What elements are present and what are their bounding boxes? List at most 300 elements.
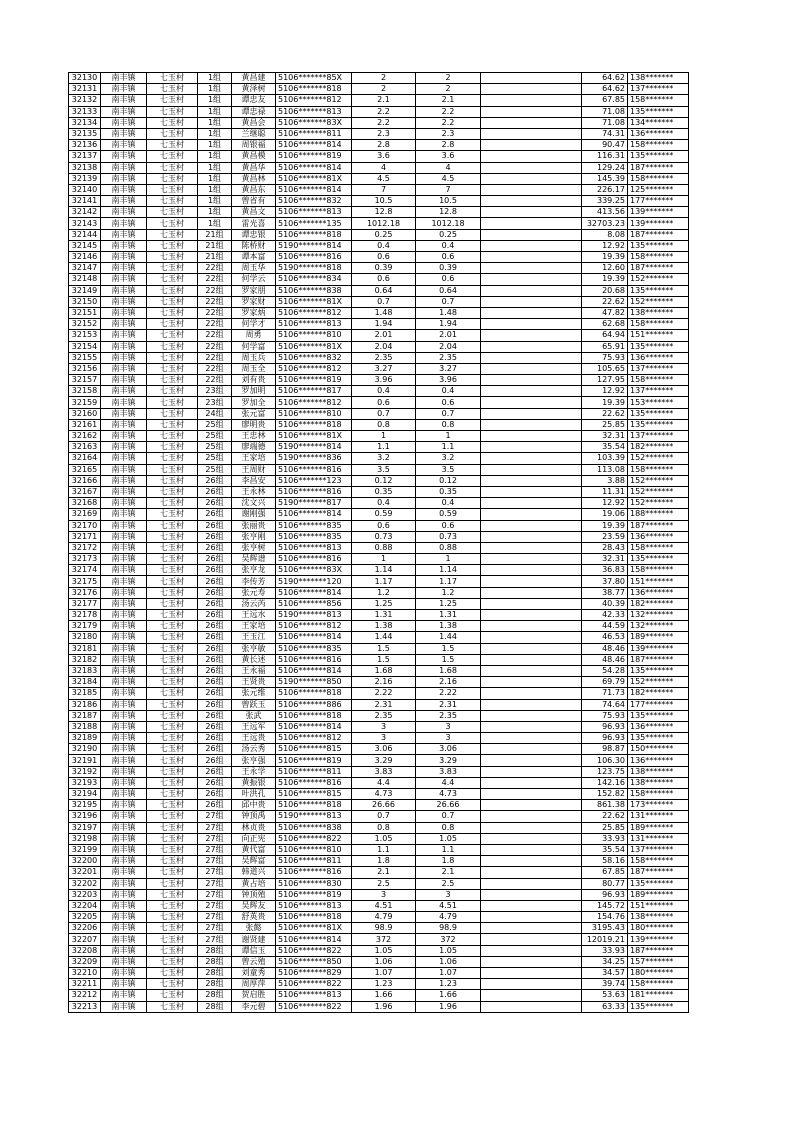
id-number-cell: 5190*******817 <box>276 498 352 509</box>
group-cell: 27组 <box>198 856 232 867</box>
village-cell: 七玉村 <box>147 319 198 330</box>
table-row <box>69 196 689 207</box>
id-number-cell: 5106*******822 <box>276 979 352 990</box>
table-row <box>69 442 689 453</box>
id-number-cell: 5106*******818 <box>276 229 352 240</box>
amount-cell: 32.31 <box>582 431 628 442</box>
village-cell: 七玉村 <box>147 397 198 408</box>
area2-cell: 12.8 <box>416 207 481 218</box>
town-cell: 南丰镇 <box>101 934 147 945</box>
name-cell: 罗家朋 <box>232 285 276 296</box>
name-cell: 王永学 <box>232 766 276 777</box>
phone-cell: 135******* <box>628 665 689 676</box>
amount-cell: 103.39 <box>582 453 628 464</box>
table-row <box>69 162 689 173</box>
phone-cell: 152******* <box>628 296 689 307</box>
town-cell: 南丰镇 <box>101 721 147 732</box>
serial-cell: 32189 <box>69 733 101 744</box>
village-cell: 七玉村 <box>147 576 198 587</box>
amount-cell: 48.46 <box>582 654 628 665</box>
village-cell: 七玉村 <box>147 900 198 911</box>
name-cell: 陈桥财 <box>232 240 276 251</box>
serial-cell: 32150 <box>69 296 101 307</box>
serial-cell: 32198 <box>69 833 101 844</box>
serial-cell: 32184 <box>69 677 101 688</box>
area1-cell: 0.6 <box>352 274 416 285</box>
phone-cell: 158******* <box>628 140 689 151</box>
id-number-cell: 5106*******816 <box>276 252 352 263</box>
phone-cell: 158******* <box>628 95 689 106</box>
table-row <box>69 95 689 106</box>
name-cell: 谭忠银 <box>232 229 276 240</box>
id-number-cell: 5106*******81X <box>276 431 352 442</box>
town-cell: 南丰镇 <box>101 878 147 889</box>
remark-cell <box>481 576 582 587</box>
phone-cell: 135******* <box>628 285 689 296</box>
amount-cell: 22.62 <box>582 408 628 419</box>
amount-cell: 80.77 <box>582 878 628 889</box>
name-cell: 谢刚强 <box>232 509 276 520</box>
village-cell: 七玉村 <box>147 800 198 811</box>
phone-cell: 177******* <box>628 196 689 207</box>
remark-cell <box>481 352 582 363</box>
id-number-cell: 5106*******814 <box>276 665 352 676</box>
name-cell: 谭忠友 <box>232 95 276 106</box>
group-cell: 26组 <box>198 789 232 800</box>
amount-cell: 58.16 <box>582 856 628 867</box>
village-cell: 七玉村 <box>147 598 198 609</box>
id-number-cell: 5106*******815 <box>276 744 352 755</box>
name-cell: 汤云芮 <box>232 598 276 609</box>
phone-cell: 151******* <box>628 576 689 587</box>
phone-cell: 158******* <box>628 173 689 184</box>
phone-cell: 182******* <box>628 688 689 699</box>
phone-cell: 134******* <box>628 117 689 128</box>
town-cell: 南丰镇 <box>101 632 147 643</box>
remark-cell <box>481 106 582 117</box>
area1-cell: 1 <box>352 431 416 442</box>
group-cell: 25组 <box>198 431 232 442</box>
table-row <box>69 419 689 430</box>
village-cell: 七玉村 <box>147 844 198 855</box>
town-cell: 南丰镇 <box>101 889 147 900</box>
remark-cell <box>481 486 582 497</box>
id-number-cell: 5106*******886 <box>276 699 352 710</box>
remark-cell <box>481 867 582 878</box>
amount-cell: 35.54 <box>582 844 628 855</box>
id-number-cell: 5106*******81X <box>276 341 352 352</box>
name-cell: 罗加明 <box>232 386 276 397</box>
area2-cell: 0.39 <box>416 263 481 274</box>
serial-cell: 32209 <box>69 956 101 967</box>
area1-cell: 2.22 <box>352 688 416 699</box>
amount-cell: 8.08 <box>582 229 628 240</box>
town-cell: 南丰镇 <box>101 565 147 576</box>
area2-cell: 3.2 <box>416 453 481 464</box>
area1-cell: 2.1 <box>352 95 416 106</box>
phone-cell: 189******* <box>628 889 689 900</box>
remark-cell <box>481 263 582 274</box>
village-cell: 七玉村 <box>147 252 198 263</box>
serial-cell: 32132 <box>69 95 101 106</box>
id-number-cell: 5106*******813 <box>276 207 352 218</box>
village-cell: 七玉村 <box>147 162 198 173</box>
remark-cell <box>481 453 582 464</box>
area1-cell: 1.14 <box>352 565 416 576</box>
table-row <box>69 576 689 587</box>
name-cell: 张亨树 <box>232 542 276 553</box>
phone-cell: 158******* <box>628 252 689 263</box>
table-row <box>69 979 689 990</box>
area2-cell: 0.6 <box>416 252 481 263</box>
serial-cell: 32177 <box>69 598 101 609</box>
table-row <box>69 531 689 542</box>
remark-cell <box>481 184 582 195</box>
remark-cell <box>481 665 582 676</box>
village-cell: 七玉村 <box>147 665 198 676</box>
table-row <box>69 643 689 654</box>
area1-cell: 1.8 <box>352 856 416 867</box>
phone-cell: 139******* <box>628 643 689 654</box>
remark-cell <box>481 688 582 699</box>
phone-cell: 152******* <box>628 486 689 497</box>
group-cell: 26组 <box>198 766 232 777</box>
id-number-cell: 5106*******814 <box>276 632 352 643</box>
group-cell: 26组 <box>198 610 232 621</box>
area1-cell: 10.5 <box>352 196 416 207</box>
area1-cell: 3.29 <box>352 755 416 766</box>
area2-cell: 2.2 <box>416 106 481 117</box>
name-cell: 王家培 <box>232 621 276 632</box>
village-cell: 七玉村 <box>147 140 198 151</box>
remark-cell <box>481 307 582 318</box>
village-cell: 七玉村 <box>147 643 198 654</box>
area2-cell: 1.1 <box>416 844 481 855</box>
table-row <box>69 453 689 464</box>
town-cell: 南丰镇 <box>101 744 147 755</box>
area1-cell: 1.17 <box>352 576 416 587</box>
serial-cell: 32130 <box>69 73 101 84</box>
phone-cell: 139******* <box>628 218 689 229</box>
town-cell: 南丰镇 <box>101 699 147 710</box>
name-cell: 王远贵 <box>232 733 276 744</box>
table-row <box>69 509 689 520</box>
amount-cell: 19.39 <box>582 397 628 408</box>
table-row <box>69 117 689 128</box>
phone-cell: 136******* <box>628 531 689 542</box>
town-cell: 南丰镇 <box>101 419 147 430</box>
name-cell: 贺启胜 <box>232 990 276 1001</box>
town-cell: 南丰镇 <box>101 106 147 117</box>
village-cell: 七玉村 <box>147 442 198 453</box>
phone-cell: 135******* <box>628 151 689 162</box>
table-row <box>69 475 689 486</box>
table-row <box>69 688 689 699</box>
area2-cell: 1.06 <box>416 956 481 967</box>
town-cell: 南丰镇 <box>101 621 147 632</box>
phone-cell: 158******* <box>628 542 689 553</box>
table-row <box>69 218 689 229</box>
town-cell: 南丰镇 <box>101 307 147 318</box>
id-number-cell: 5106*******818 <box>276 912 352 923</box>
area2-cell: 98.9 <box>416 923 481 934</box>
group-cell: 1组 <box>198 140 232 151</box>
town-cell: 南丰镇 <box>101 610 147 621</box>
name-cell: 曾跃玉 <box>232 699 276 710</box>
table-row <box>69 1001 689 1012</box>
remark-cell <box>481 464 582 475</box>
group-cell: 26组 <box>198 486 232 497</box>
amount-cell: 67.85 <box>582 867 628 878</box>
group-cell: 1组 <box>198 218 232 229</box>
table-row <box>69 990 689 1001</box>
id-number-cell: 5106*******856 <box>276 598 352 609</box>
area1-cell: 1.1 <box>352 442 416 453</box>
area2-cell: 0.7 <box>416 408 481 419</box>
town-cell: 南丰镇 <box>101 710 147 721</box>
area1-cell: 12.8 <box>352 207 416 218</box>
amount-cell: 22.62 <box>582 296 628 307</box>
remark-cell <box>481 990 582 1001</box>
name-cell: 黄昌建 <box>232 73 276 84</box>
phone-cell: 135******* <box>628 733 689 744</box>
group-cell: 22组 <box>198 319 232 330</box>
group-cell: 1组 <box>198 128 232 139</box>
area1-cell: 1.23 <box>352 979 416 990</box>
remark-cell <box>481 800 582 811</box>
serial-cell: 32171 <box>69 531 101 542</box>
name-cell: 李传芳 <box>232 576 276 587</box>
area2-cell: 0.8 <box>416 419 481 430</box>
town-cell: 南丰镇 <box>101 811 147 822</box>
village-cell: 七玉村 <box>147 341 198 352</box>
id-number-cell: 5106*******819 <box>276 889 352 900</box>
remark-cell <box>481 73 582 84</box>
area1-cell: 1.94 <box>352 319 416 330</box>
amount-cell: 19.06 <box>582 509 628 520</box>
serial-cell: 32185 <box>69 688 101 699</box>
group-cell: 1组 <box>198 73 232 84</box>
table-row <box>69 621 689 632</box>
amount-cell: 44.59 <box>582 621 628 632</box>
table-row <box>69 330 689 341</box>
amount-cell: 75.93 <box>582 710 628 721</box>
town-cell: 南丰镇 <box>101 923 147 934</box>
serial-cell: 32162 <box>69 431 101 442</box>
village-cell: 七玉村 <box>147 117 198 128</box>
table-row <box>69 431 689 442</box>
phone-cell: 158******* <box>628 979 689 990</box>
town-cell: 南丰镇 <box>101 844 147 855</box>
id-number-cell: 5106*******818 <box>276 688 352 699</box>
serial-cell: 32161 <box>69 419 101 430</box>
village-cell: 七玉村 <box>147 688 198 699</box>
village-cell: 七玉村 <box>147 822 198 833</box>
serial-cell: 32173 <box>69 554 101 565</box>
area2-cell: 1.1 <box>416 442 481 453</box>
id-number-cell: 5106*******135 <box>276 218 352 229</box>
table-row <box>69 184 689 195</box>
area1-cell: 3 <box>352 721 416 732</box>
serial-cell: 32211 <box>69 979 101 990</box>
area2-cell: 1.38 <box>416 621 481 632</box>
phone-cell: 136******* <box>628 128 689 139</box>
village-cell: 七玉村 <box>147 296 198 307</box>
amount-cell: 74.64 <box>582 699 628 710</box>
remark-cell <box>481 341 582 352</box>
table-row <box>69 610 689 621</box>
area1-cell: 0.59 <box>352 509 416 520</box>
group-cell: 1组 <box>198 84 232 95</box>
group-cell: 26组 <box>198 598 232 609</box>
group-cell: 28组 <box>198 979 232 990</box>
remark-cell <box>481 956 582 967</box>
amount-cell: 62.68 <box>582 319 628 330</box>
remark-cell <box>481 240 582 251</box>
id-number-cell: 5106*******818 <box>276 419 352 430</box>
area1-cell: 4.79 <box>352 912 416 923</box>
town-cell: 南丰镇 <box>101 386 147 397</box>
remark-cell <box>481 811 582 822</box>
id-number-cell: 5106*******816 <box>276 486 352 497</box>
group-cell: 26组 <box>198 576 232 587</box>
id-number-cell: 5106*******819 <box>276 755 352 766</box>
name-cell: 张亨强 <box>232 755 276 766</box>
amount-cell: 145.72 <box>582 900 628 911</box>
remark-cell <box>481 856 582 867</box>
remark-cell <box>481 509 582 520</box>
amount-cell: 98.87 <box>582 744 628 755</box>
area1-cell: 0.64 <box>352 285 416 296</box>
group-cell: 26组 <box>198 565 232 576</box>
table-row <box>69 263 689 274</box>
table-row <box>69 341 689 352</box>
id-number-cell: 5106*******815 <box>276 789 352 800</box>
town-cell: 南丰镇 <box>101 274 147 285</box>
id-number-cell: 5106*******813 <box>276 319 352 330</box>
name-cell: 张亨敏 <box>232 643 276 654</box>
table-row <box>69 319 689 330</box>
area2-cell: 3.6 <box>416 151 481 162</box>
village-cell: 七玉村 <box>147 766 198 777</box>
phone-cell: 132******* <box>628 610 689 621</box>
area2-cell: 3 <box>416 889 481 900</box>
amount-cell: 116.31 <box>582 151 628 162</box>
remark-cell <box>481 598 582 609</box>
table-row <box>69 833 689 844</box>
town-cell: 南丰镇 <box>101 587 147 598</box>
phone-cell: 173******* <box>628 800 689 811</box>
group-cell: 1组 <box>198 162 232 173</box>
phone-cell: 131******* <box>628 833 689 844</box>
serial-cell: 32192 <box>69 766 101 777</box>
serial-cell: 32179 <box>69 621 101 632</box>
phone-cell: 136******* <box>628 721 689 732</box>
name-cell: 周玉全 <box>232 363 276 374</box>
remark-cell <box>481 84 582 95</box>
amount-cell: 12.92 <box>582 498 628 509</box>
phone-cell: 135******* <box>628 710 689 721</box>
amount-cell: 19.39 <box>582 520 628 531</box>
table-row <box>69 307 689 318</box>
name-cell: 黄昌林 <box>232 173 276 184</box>
table-row <box>69 945 689 956</box>
area2-cell: 0.4 <box>416 386 481 397</box>
table-row <box>69 229 689 240</box>
area1-cell: 0.7 <box>352 408 416 419</box>
group-cell: 23组 <box>198 397 232 408</box>
id-number-cell: 5106*******81X <box>276 923 352 934</box>
id-number-cell: 5106*******819 <box>276 151 352 162</box>
remark-cell <box>481 755 582 766</box>
name-cell: 钟顶禹 <box>232 811 276 822</box>
area1-cell: 2.01 <box>352 330 416 341</box>
name-cell: 吴辉富 <box>232 856 276 867</box>
name-cell: 黄昌会 <box>232 117 276 128</box>
name-cell: 何学富 <box>232 341 276 352</box>
village-cell: 七玉村 <box>147 263 198 274</box>
village-cell: 七玉村 <box>147 554 198 565</box>
village-cell: 七玉村 <box>147 307 198 318</box>
id-number-cell: 5190*******814 <box>276 442 352 453</box>
amount-cell: 861.38 <box>582 800 628 811</box>
town-cell: 南丰镇 <box>101 95 147 106</box>
serial-cell: 32147 <box>69 263 101 274</box>
phone-cell: 135******* <box>628 1001 689 1012</box>
town-cell: 南丰镇 <box>101 643 147 654</box>
serial-cell: 32159 <box>69 397 101 408</box>
area1-cell: 0.39 <box>352 263 416 274</box>
area2-cell: 1.2 <box>416 587 481 598</box>
name-cell: 张亨龙 <box>232 565 276 576</box>
group-cell: 26组 <box>198 554 232 565</box>
id-number-cell: 5190*******836 <box>276 453 352 464</box>
village-cell: 七玉村 <box>147 878 198 889</box>
group-cell: 26组 <box>198 699 232 710</box>
village-cell: 七玉村 <box>147 184 198 195</box>
id-number-cell: 5106*******85X <box>276 73 352 84</box>
group-cell: 26组 <box>198 542 232 553</box>
group-cell: 22组 <box>198 352 232 363</box>
area1-cell: 4.73 <box>352 789 416 800</box>
phone-cell: 136******* <box>628 352 689 363</box>
remark-cell <box>481 833 582 844</box>
serial-cell: 32178 <box>69 610 101 621</box>
area2-cell: 4.51 <box>416 900 481 911</box>
town-cell: 南丰镇 <box>101 341 147 352</box>
remark-cell <box>481 766 582 777</box>
area2-cell: 3.96 <box>416 375 481 386</box>
area2-cell: 3.27 <box>416 363 481 374</box>
id-number-cell: 5190*******850 <box>276 677 352 688</box>
area2-cell: 0.59 <box>416 509 481 520</box>
phone-cell: 152******* <box>628 274 689 285</box>
amount-cell: 37.80 <box>582 576 628 587</box>
table-row <box>69 721 689 732</box>
town-cell: 南丰镇 <box>101 867 147 878</box>
serial-cell: 32157 <box>69 375 101 386</box>
amount-cell: 96.93 <box>582 889 628 900</box>
phone-cell: 152******* <box>628 475 689 486</box>
area2-cell: 2.5 <box>416 878 481 889</box>
id-number-cell: 5106*******814 <box>276 721 352 732</box>
area2-cell: 0.35 <box>416 486 481 497</box>
group-cell: 26组 <box>198 755 232 766</box>
remark-cell <box>481 923 582 934</box>
group-cell: 27组 <box>198 811 232 822</box>
town-cell: 南丰镇 <box>101 285 147 296</box>
remark-cell <box>481 498 582 509</box>
